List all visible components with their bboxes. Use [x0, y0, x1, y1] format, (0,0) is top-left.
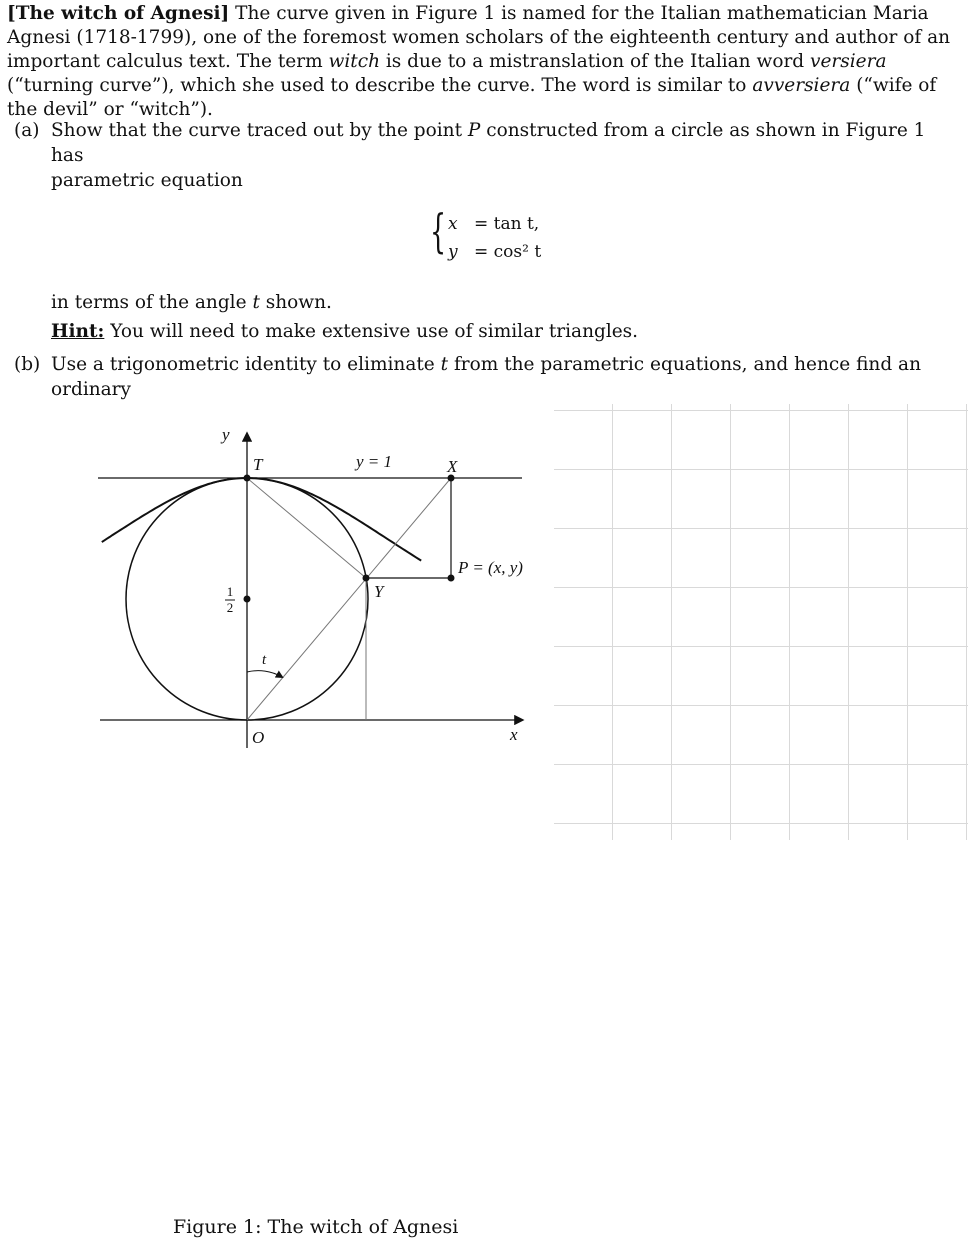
label-P: P = (x, y): [458, 558, 523, 577]
point-T: [244, 475, 251, 482]
figure-panel: [0, 404, 554, 840]
parametric-equation: { x = tan t, y = cos² t: [430, 204, 542, 262]
part-a-label: (a): [14, 120, 40, 141]
label-O: O: [252, 728, 265, 747]
hint-label: Hint:: [51, 321, 105, 342]
label-X: X: [447, 457, 458, 476]
point-half: [244, 596, 251, 603]
point-P: [448, 575, 455, 582]
x-axis-label: x: [510, 725, 518, 744]
label-Y: Y: [374, 582, 384, 601]
brace: {: [430, 204, 447, 258]
y-axis-label: y: [222, 425, 230, 444]
point-Y: [363, 575, 370, 582]
half-numerator: 1: [226, 584, 234, 599]
half-denominator: 2: [226, 600, 234, 615]
part-b-label: (b): [14, 354, 41, 375]
label-y-equals-1: y = 1: [356, 452, 393, 471]
label-T: T: [253, 455, 263, 474]
figure-witch-of-agnesi: [0, 404, 968, 1238]
problem-title: [The witch of Agnesi]: [7, 3, 230, 24]
figure-diagram: [0, 404, 968, 840]
problem-intro: [The witch of Agnesi] The curve given in Figure 1 is named for the Italian mathematician Maria Agnesi (1718-1799), one of the foremost women scholars of the eighteenth century and author of an important calculus text. The term witch is due to a mistranslation of the Italian word versiera (“turning curve”), which she used to describe the curve. The word is similar to avversiera (“wife of the devil” or “witch”).: [7, 3, 951, 120]
label-angle-t: t: [262, 652, 267, 668]
hint-text: You will need to make extensive use of similar triangles.: [104, 321, 639, 342]
figure-caption: Figure 1: The witch of Agnesi: [173, 1216, 459, 1238]
